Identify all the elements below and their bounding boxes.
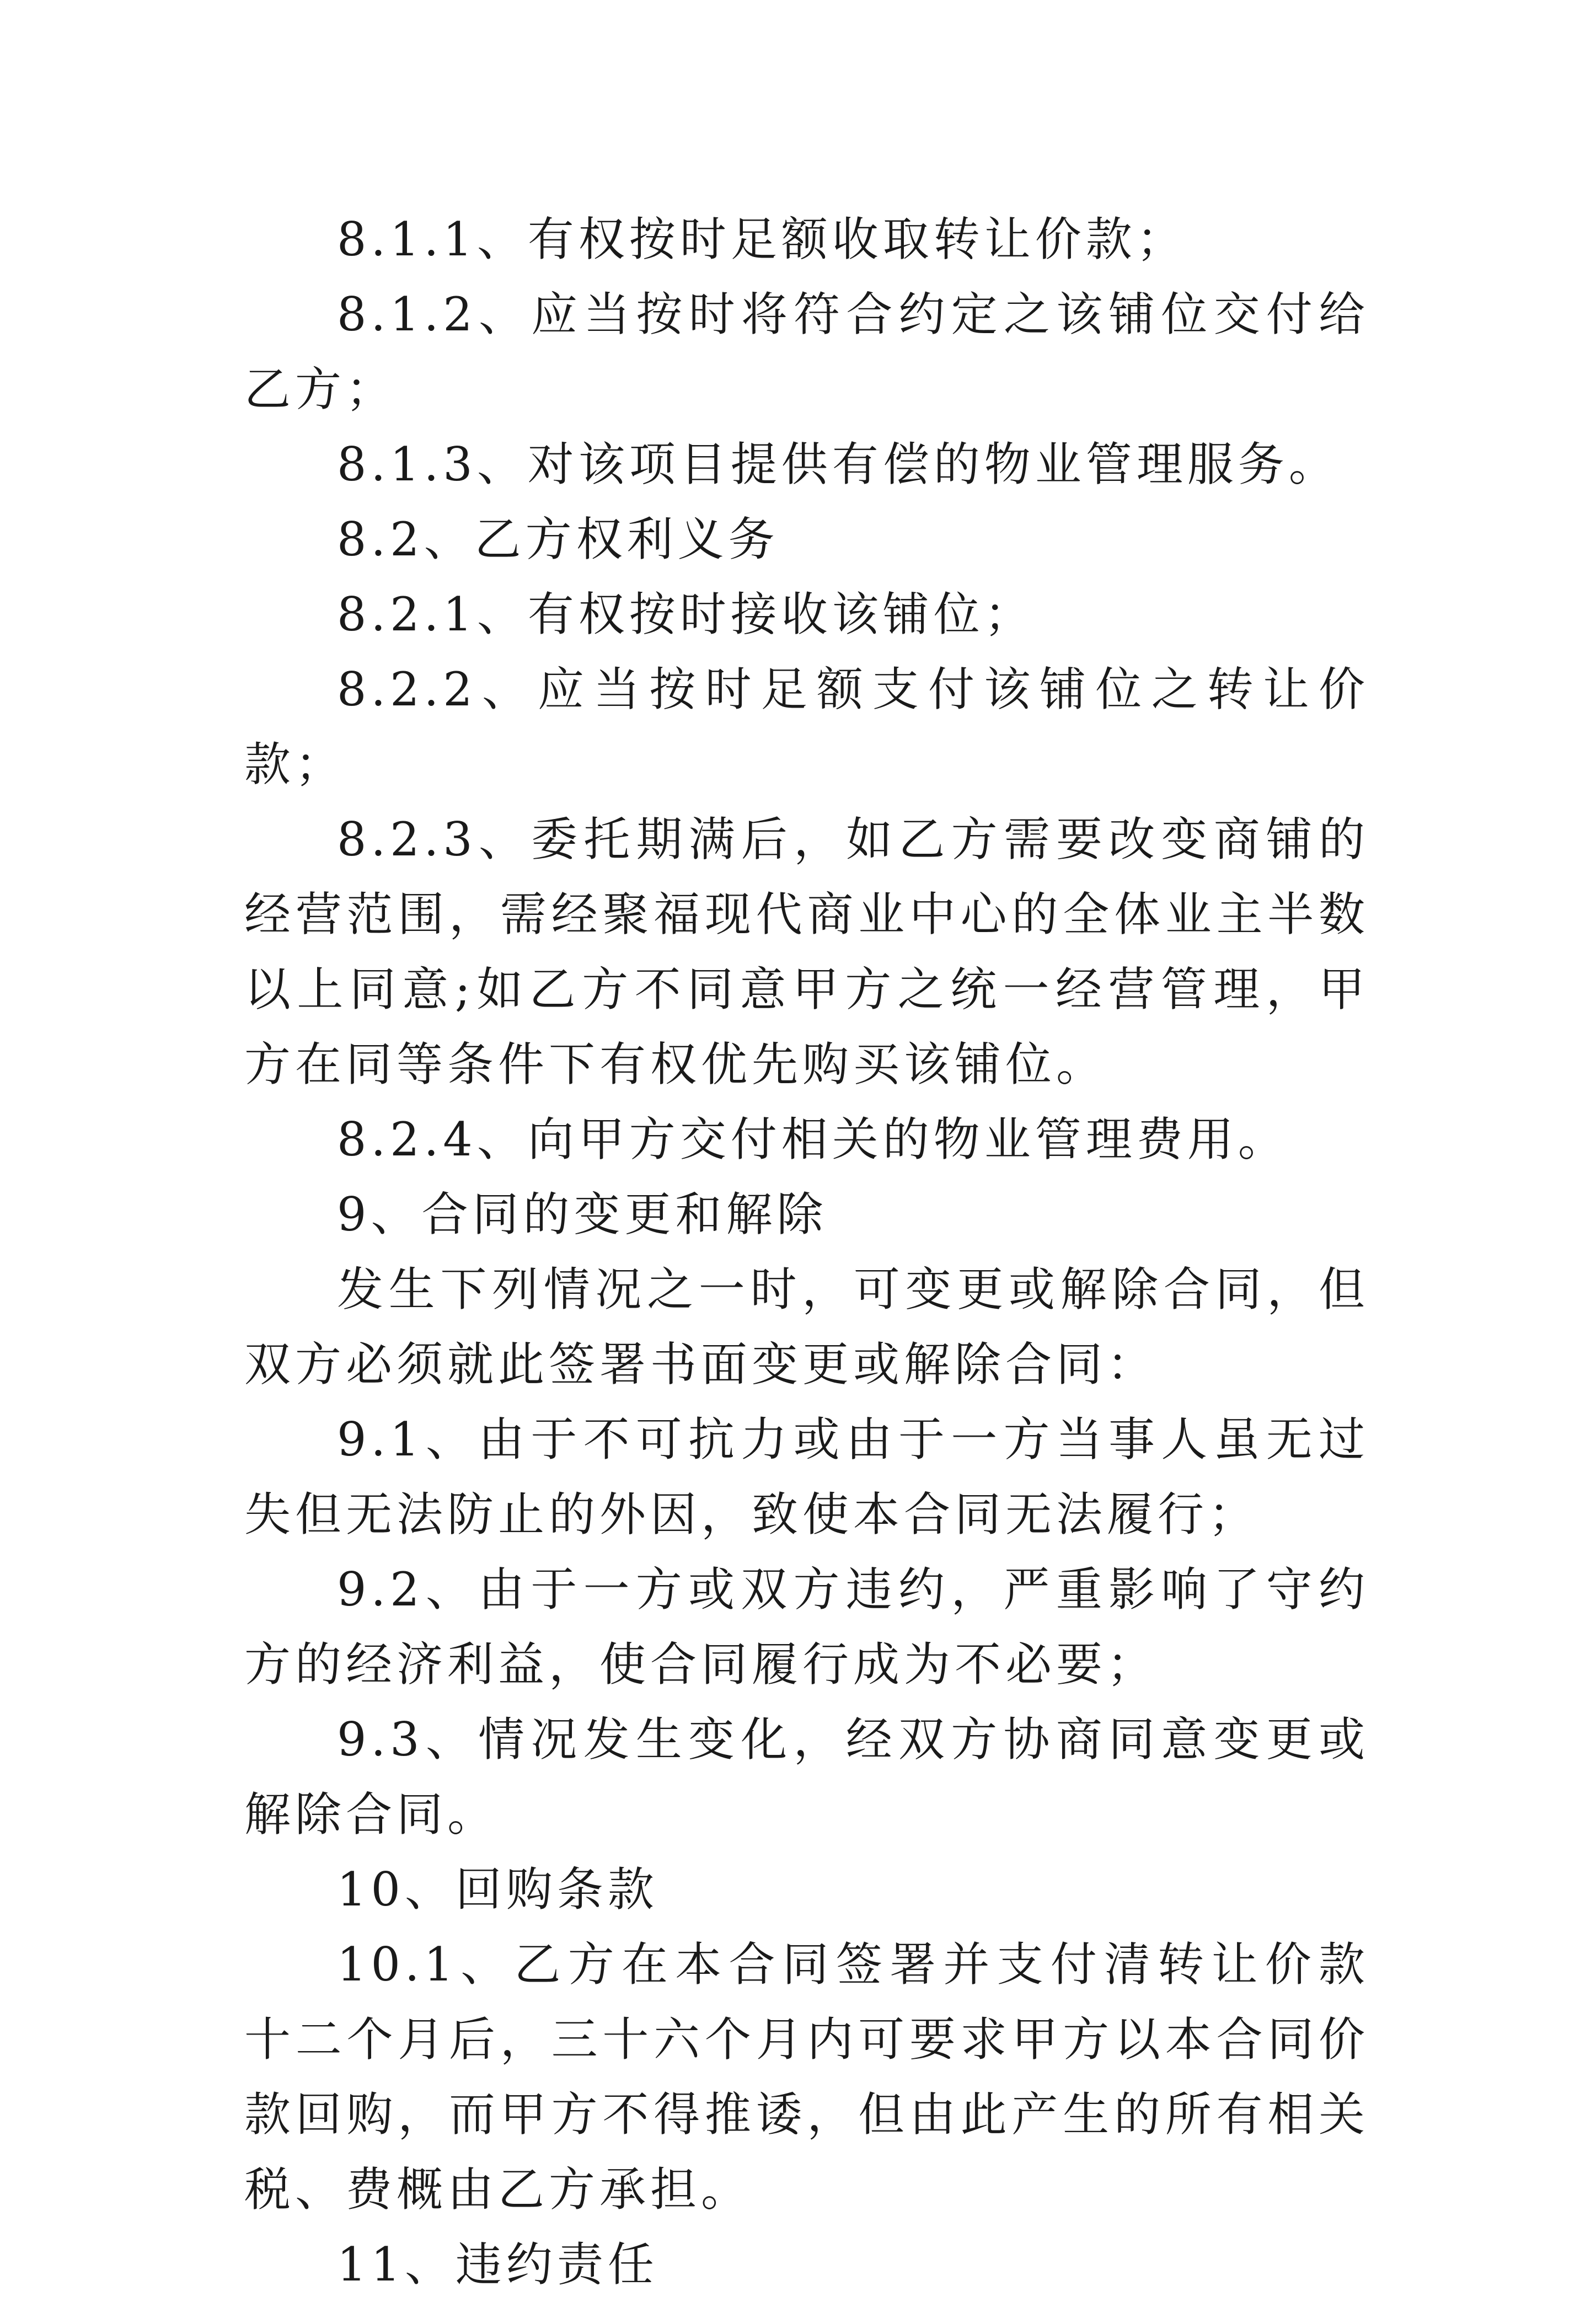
section-9-intro: 发生下列情况之一时，可变更或解除合同，但双方必须就此签署书面变更或解除合同： [244,1262,1369,1391]
clause-8-1-1: 8.1.1、有权按时足额收取转让价款； [337,212,1187,266]
clause-8-1-2: 8.1.2、应当按时将符合约定之该铺位交付给乙方； [244,287,1369,416]
section-10-heading: 10、回购条款 [337,1862,658,1916]
clause-9-3: 9.3、情况发生变化，经双方协商同意变更或解除合同。 [244,1712,1369,1841]
section-11-heading: 11、违约责任 [337,2237,658,2292]
clause-9-1: 9.1、由于不可抗力或由于一方当事人虽无过失但无法防止的外因，致使本合同无法履行； [244,1412,1369,1541]
clause-8-2-4: 8.2.4、向甲方交付相关的物业管理费用。 [337,1112,1289,1166]
clause-8-2-3: 8.2.3、委托期满后，如乙方需要改变商铺的经营范围，需经聚福现代商业中心的全体业主半数以上同意;如乙方不同意甲方之统一经营管理，甲方在同等条件下有权优先购买该铺位。 [244,812,1369,1091]
clause-8-1-3: 8.1.3、对该项目提供有偿的物业管理服务。 [337,437,1340,491]
clause-8-2-1: 8.2.1、有权按时接收该铺位； [337,587,1035,641]
clause-8-2-2: 8.2.2、应当按时足额支付该铺位之转让价款； [244,662,1369,791]
clause-9-2: 9.2、由于一方或双方违约，严重影响了守约方的经济利益，使合同履行成为不必要； [244,1562,1369,1691]
section-9-heading: 9、合同的变更和解除 [337,1187,828,1241]
clause-8-2-heading: 8.2、乙方权利义务 [337,512,779,566]
clause-10-1: 10.1、乙方在本合同签署并支付清转让价款十二个月后，三十六个月内可要求甲方以本合同价款回购，而甲方不得推诿，但由此产生的所有相关税、费概由乙方承担。 [244,1937,1369,2217]
contract-body [244,202,1369,2302]
